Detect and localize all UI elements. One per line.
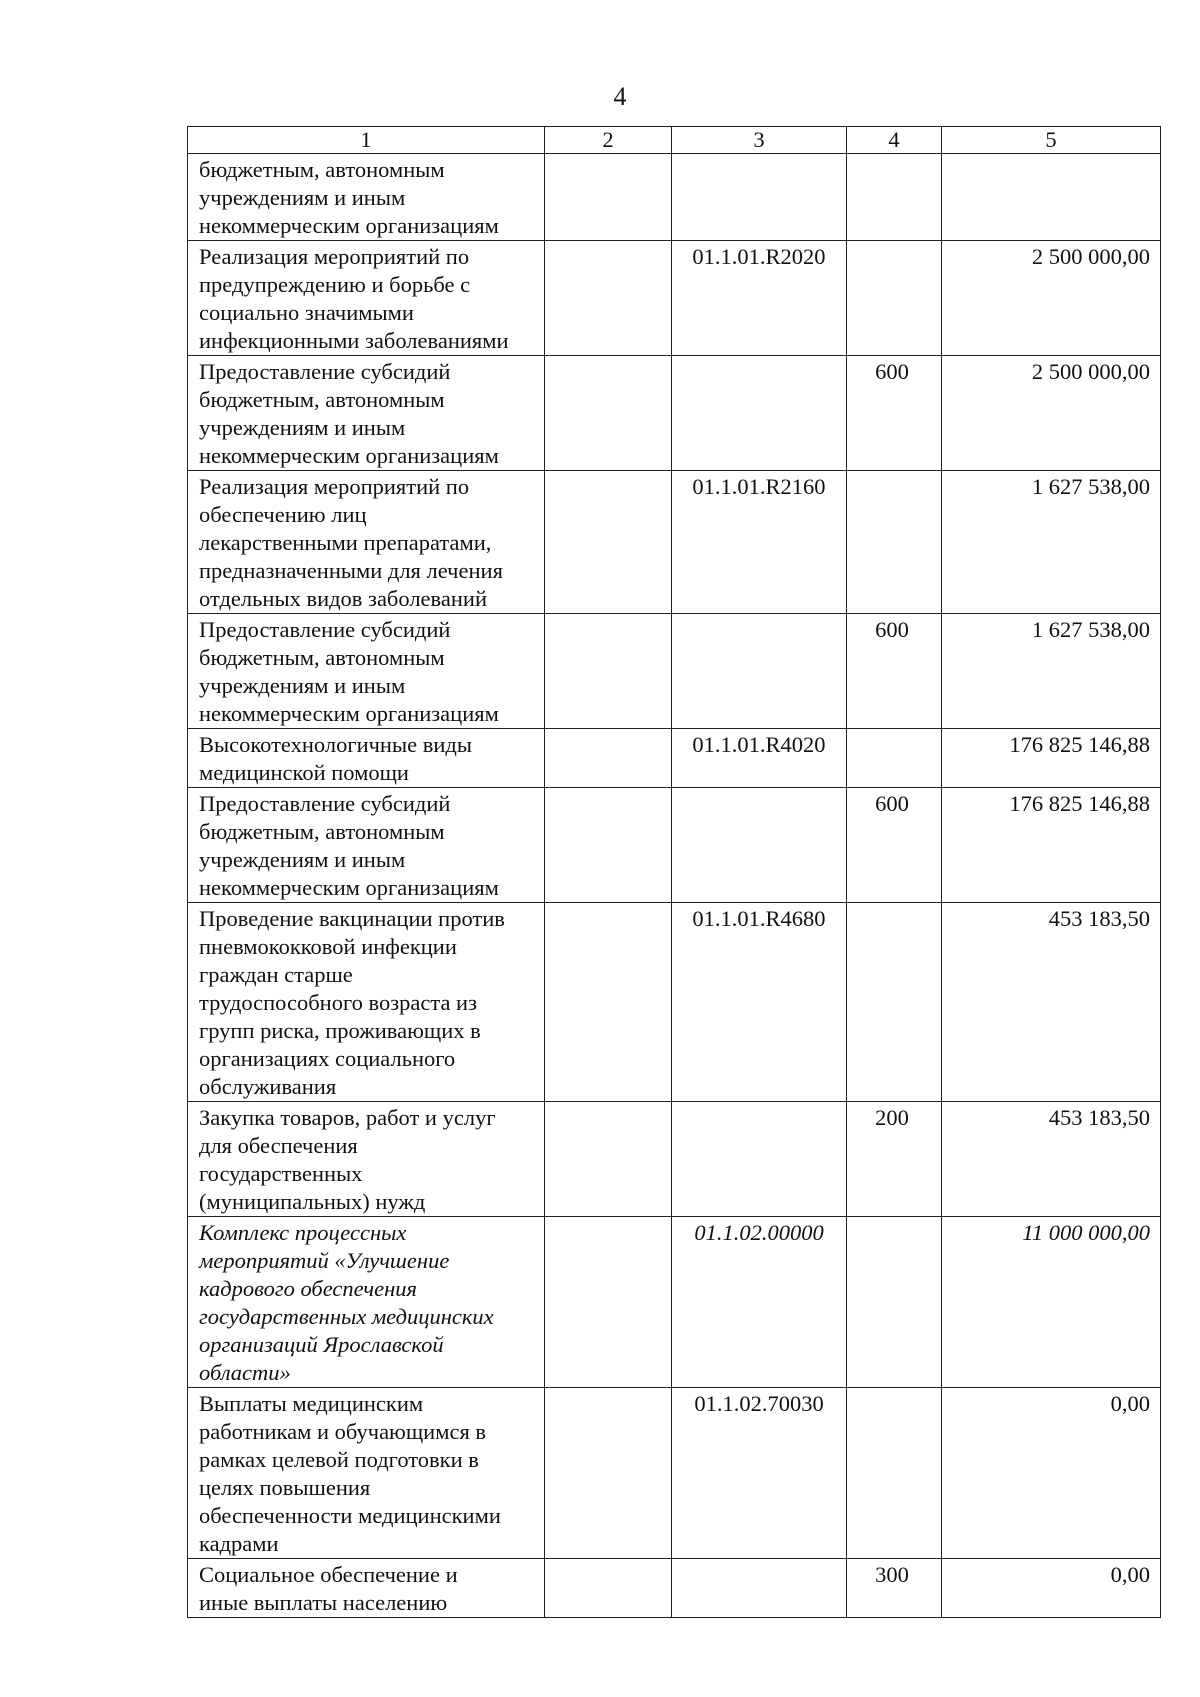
row-amount-cell: 0,00 — [942, 1559, 1161, 1618]
row-amount-cell: 0,00 — [942, 1388, 1161, 1559]
row-amount-cell: 2 500 000,00 — [942, 241, 1161, 356]
row-col2-cell — [545, 614, 672, 729]
table-row — [188, 356, 1161, 471]
row-col2-cell — [545, 729, 672, 788]
row-amount-cell: 176 825 146,88 — [942, 788, 1161, 903]
row-name-cell: Реализация мероприятий по предупреждению и борьбе с социально значимыми инфекционными заболеваниями — [188, 241, 545, 356]
row-type-cell: 200 — [847, 1102, 942, 1217]
row-type-cell — [847, 903, 942, 1102]
row-type-cell — [847, 729, 942, 788]
header-col-4: 4 — [847, 127, 942, 154]
row-name-cell: Предоставление субсидий бюджетным, автономным учреждениям и иным некоммерческим организациям — [188, 614, 545, 729]
row-code-cell: 01.1.01.R2160 — [672, 471, 847, 614]
table-header-row — [188, 127, 1161, 154]
table-row — [188, 1217, 1161, 1388]
row-name-cell: Высокотехнологичные виды медицинской помощи — [188, 729, 545, 788]
row-name-cell: Комплекс процессных мероприятий «Улучшение кадрового обеспечения государственных медицинских организаций Ярославской области» — [188, 1217, 545, 1388]
row-type-cell — [847, 1388, 942, 1559]
budget-table — [187, 126, 1161, 1618]
table-row — [188, 1559, 1161, 1618]
row-code-cell: 01.1.02.70030 — [672, 1388, 847, 1559]
table-row — [188, 241, 1161, 356]
row-name-cell: Выплаты медицинским работникам и обучающимся в рамках целевой подготовки в целях повышения обеспеченности медицинскими кадрами — [188, 1388, 545, 1559]
row-type-cell — [847, 1217, 942, 1388]
row-amount-cell — [942, 154, 1161, 241]
header-col-1: 1 — [188, 127, 545, 154]
row-name-cell: Реализация мероприятий по обеспечению лиц лекарственными препаратами, предназначенными для лечения отдельных видов заболеваний — [188, 471, 545, 614]
row-col2-cell — [545, 154, 672, 241]
row-amount-cell: 453 183,50 — [942, 1102, 1161, 1217]
row-col2-cell — [545, 1559, 672, 1618]
row-type-cell — [847, 471, 942, 614]
row-col2-cell — [545, 1102, 672, 1217]
row-name-cell: Социальное обеспечение и иные выплаты населению — [188, 1559, 545, 1618]
row-amount-cell: 11 000 000,00 — [942, 1217, 1161, 1388]
table-row — [188, 788, 1161, 903]
table-row — [188, 903, 1161, 1102]
row-type-cell — [847, 241, 942, 356]
row-col2-cell — [545, 471, 672, 614]
table-row — [188, 614, 1161, 729]
row-col2-cell — [545, 903, 672, 1102]
row-amount-cell: 453 183,50 — [942, 903, 1161, 1102]
row-col2-cell — [545, 788, 672, 903]
row-col2-cell — [545, 1388, 672, 1559]
page-number: 4 — [613, 82, 627, 111]
table-row — [188, 154, 1161, 241]
row-code-cell — [672, 788, 847, 903]
row-col2-cell — [545, 241, 672, 356]
row-code-cell — [672, 154, 847, 241]
table-body — [188, 127, 1161, 1618]
header-col-5: 5 — [942, 127, 1161, 154]
row-type-cell: 600 — [847, 356, 942, 471]
table-row — [188, 471, 1161, 614]
row-code-cell — [672, 1102, 847, 1217]
row-amount-cell: 2 500 000,00 — [942, 356, 1161, 471]
header-col-3: 3 — [672, 127, 847, 154]
row-name-cell: Предоставление субсидий бюджетным, автономным учреждениям и иным некоммерческим организациям — [188, 788, 545, 903]
row-name-cell: бюджетным, автономным учреждениям и иным некоммерческим организациям — [188, 154, 545, 241]
row-code-cell: 01.1.02.00000 — [672, 1217, 847, 1388]
row-amount-cell: 1 627 538,00 — [942, 614, 1161, 729]
row-name-cell: Закупка товаров, работ и услуг для обеспечения государственных (муниципальных) нужд — [188, 1102, 545, 1217]
header-col-2: 2 — [545, 127, 672, 154]
row-type-cell: 600 — [847, 788, 942, 903]
row-code-cell — [672, 356, 847, 471]
row-type-cell: 600 — [847, 614, 942, 729]
row-code-cell — [672, 614, 847, 729]
row-code-cell: 01.1.01.R4680 — [672, 903, 847, 1102]
row-col2-cell — [545, 1217, 672, 1388]
row-amount-cell: 176 825 146,88 — [942, 729, 1161, 788]
row-name-cell: Проведение вакцинации против пневмококковой инфекции граждан старше трудоспособного возраста из групп риска, проживающих в организациях социального обслуживания — [188, 903, 545, 1102]
table-row — [188, 729, 1161, 788]
table-row — [188, 1388, 1161, 1559]
row-amount-cell: 1 627 538,00 — [942, 471, 1161, 614]
row-code-cell: 01.1.01.R2020 — [672, 241, 847, 356]
row-type-cell: 300 — [847, 1559, 942, 1618]
row-name-cell: Предоставление субсидий бюджетным, автономным учреждениям и иным некоммерческим организациям — [188, 356, 545, 471]
row-col2-cell — [545, 356, 672, 471]
row-type-cell — [847, 154, 942, 241]
table-row — [188, 1102, 1161, 1217]
row-code-cell: 01.1.01.R4020 — [672, 729, 847, 788]
row-code-cell — [672, 1559, 847, 1618]
